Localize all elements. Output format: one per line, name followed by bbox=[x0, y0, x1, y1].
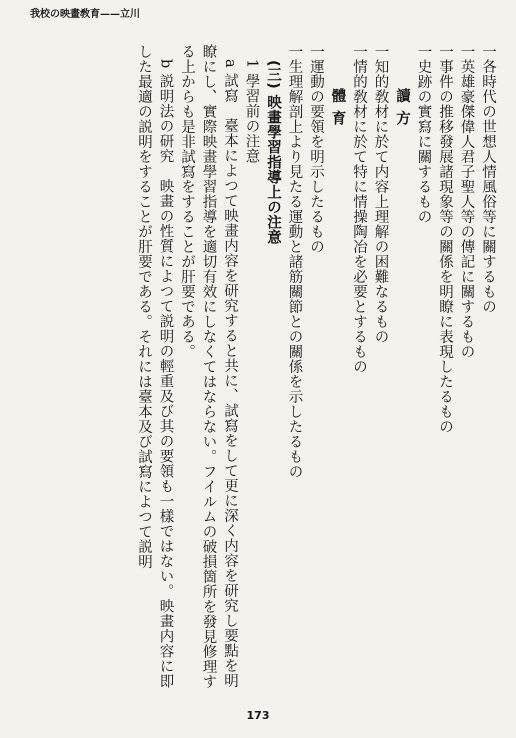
vertical-text-column-flow bbox=[18, 44, 498, 698]
paragraph: 1 學習前の注意 bbox=[243, 58, 260, 164]
section-heading: 讀方 bbox=[394, 88, 410, 133]
list-item: 一情的敎材に於て特に情操陶冶を必要とするもの bbox=[351, 44, 367, 374]
list-item: 一史跡の實寫に關するもの bbox=[415, 44, 432, 224]
page-number: 173 bbox=[246, 709, 270, 722]
running-header: 我校の映畫敎育——立川 bbox=[30, 9, 140, 20]
subsection-heading: (三) 映畫學習指導上の注意 bbox=[265, 60, 281, 245]
vertical-text-body bbox=[18, 44, 498, 698]
list-item: 一知的敎材に於て内容上理解の困難なるもの bbox=[372, 44, 389, 344]
section-heading: 體育 bbox=[329, 88, 346, 133]
paragraph: b 説明法の研究 映畫の性質によつて説明の輕重及び其の要領も一樣ではない。映畫内容に即した最適の説明をすることが肝要である。それには臺本及び試寫によつて説明 bbox=[136, 44, 174, 689]
list-item: 一運動の要領を明示したるもの bbox=[308, 44, 324, 254]
list-item: 一事件の推移發展諸現象等の關係を明瞭に表現したるもの bbox=[437, 44, 453, 434]
paragraph: a 試寫 臺本によつて映畫内容を研究すると共に、試寫をして更に深く内容を研究し要點を明瞭にし、實際映畫學習指導を適切有效にしなくてはならない。フイルムの破損箇所を發見修理する上からも是非試寫をすることが肝要である。 bbox=[179, 44, 238, 689]
list-item: 一各時代の世想人情風俗等に關するもの bbox=[480, 44, 496, 314]
list-item: 一英雄豪傑偉人君子聖人等の傳記に關するもの bbox=[458, 44, 475, 359]
list-item: 一生理解剖上より見たる運動と諸筋關節との關係を示したるもの bbox=[286, 44, 303, 479]
